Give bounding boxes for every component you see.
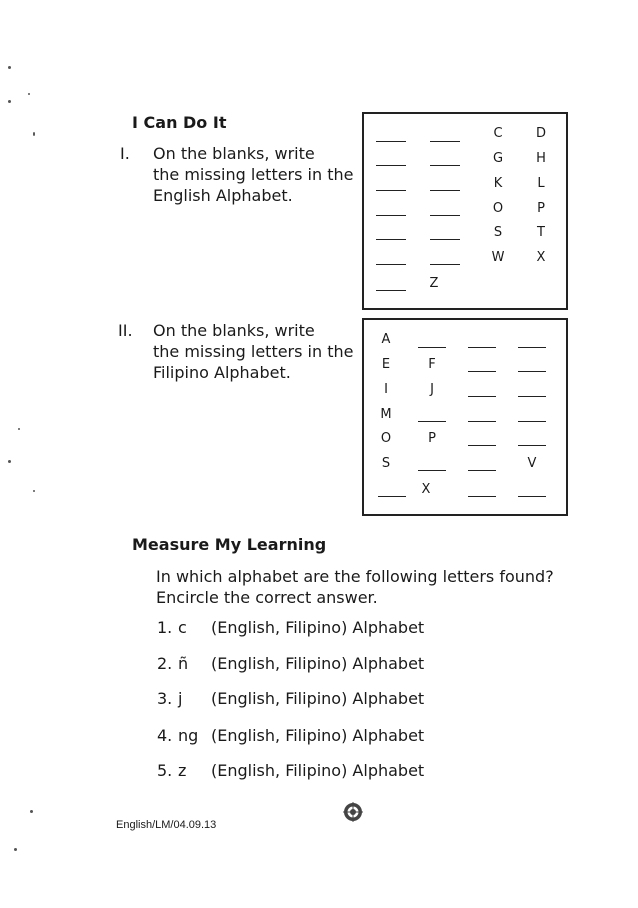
part-1-number: I. — [120, 144, 130, 163]
item-number: 2. — [157, 654, 173, 673]
scan-speck — [18, 428, 20, 430]
item-letter: ng — [178, 726, 199, 745]
filipino-letter: I — [384, 382, 388, 397]
english-letter: K — [493, 176, 503, 191]
item-number: 3. — [157, 689, 173, 708]
blank-line[interactable] — [430, 239, 460, 240]
english-letter: T — [537, 225, 545, 240]
blank-line[interactable] — [468, 496, 496, 497]
blank-line[interactable] — [376, 190, 406, 191]
blank-line[interactable] — [418, 347, 446, 348]
blank-line[interactable] — [430, 264, 460, 265]
part-1-line-3: English Alphabet. — [153, 186, 293, 205]
question-line-1: In which alphabet are the following letters found? — [156, 567, 554, 586]
blank-line[interactable] — [518, 421, 546, 422]
blank-line[interactable] — [418, 421, 446, 422]
english-letter: X — [536, 250, 546, 265]
part-1-line-2: the missing letters in the — [153, 165, 354, 184]
filipino-letter: X — [421, 482, 431, 497]
item-letter: j — [178, 689, 183, 708]
blank-line[interactable] — [518, 396, 546, 397]
blank-line[interactable] — [518, 496, 546, 497]
english-letter: C — [493, 126, 503, 141]
item-letter: ñ — [178, 654, 189, 673]
english-alphabet-box — [362, 112, 568, 310]
section-heading-measure-my-learning: Measure My Learning — [132, 535, 327, 554]
blank-line[interactable] — [468, 470, 496, 471]
filipino-letter: V — [527, 456, 537, 471]
filipino-letter: S — [381, 456, 391, 471]
part-1-instructions — [153, 143, 353, 206]
blank-line[interactable] — [518, 371, 546, 372]
item-letter: c — [178, 618, 187, 637]
blank-line[interactable] — [430, 190, 460, 191]
blank-line[interactable] — [468, 421, 496, 422]
section-heading-i-can-do-it: I Can Do It — [132, 113, 227, 132]
blank-line[interactable] — [468, 445, 496, 446]
item-number: 1. — [157, 618, 173, 637]
english-letter: L — [537, 176, 545, 191]
blank-line[interactable] — [378, 496, 406, 497]
scan-speck — [8, 100, 11, 103]
item-choice[interactable]: (English, Filipino) Alphabet — [211, 761, 425, 780]
blank-line[interactable] — [376, 165, 406, 166]
filipino-letter: A — [381, 332, 391, 347]
scan-speck — [30, 810, 33, 813]
blank-line[interactable] — [376, 141, 406, 142]
filipino-letter: O — [380, 431, 392, 446]
blank-line[interactable] — [430, 141, 460, 142]
item-choice[interactable]: (English, Filipino) Alphabet — [211, 726, 425, 745]
english-letter: G — [492, 151, 504, 166]
part-2-line-1: On the blanks, write — [153, 321, 315, 340]
blank-line[interactable] — [468, 347, 496, 348]
question-line-2: Encircle the correct answer. — [156, 588, 378, 607]
blank-line[interactable] — [376, 264, 406, 265]
blank-line[interactable] — [376, 239, 406, 240]
footer-code: English/LM/04.09.13 — [116, 819, 217, 831]
filipino-letter: E — [381, 357, 391, 372]
filipino-alphabet-box — [362, 318, 568, 516]
blank-line[interactable] — [430, 215, 460, 216]
part-2-line-2: the missing letters in the — [153, 342, 354, 361]
blank-line[interactable] — [518, 347, 546, 348]
item-choice[interactable]: (English, Filipino) Alphabet — [211, 689, 425, 708]
blank-line[interactable] — [376, 215, 406, 216]
blank-line[interactable] — [468, 371, 496, 372]
item-number: 5. — [157, 761, 173, 780]
part-2-line-3: Filipino Alphabet. — [153, 363, 291, 382]
item-choice[interactable]: (English, Filipino) Alphabet — [211, 654, 425, 673]
scan-speck — [8, 66, 11, 69]
english-letter: P — [537, 201, 545, 216]
scan-speck — [33, 132, 35, 136]
english-letter: W — [491, 250, 505, 265]
blank-line[interactable] — [418, 470, 446, 471]
item-choice[interactable]: (English, Filipino) Alphabet — [211, 618, 425, 637]
blank-line[interactable] — [468, 396, 496, 397]
scan-speck — [14, 848, 17, 851]
english-letter: H — [536, 151, 546, 166]
scan-speck — [28, 93, 30, 95]
blank-line[interactable] — [376, 290, 406, 291]
english-letter: D — [535, 126, 546, 141]
blank-line[interactable] — [518, 445, 546, 446]
scan-speck — [33, 490, 35, 492]
filipino-letter: F — [428, 357, 436, 372]
seal-icon — [342, 801, 364, 823]
question-text — [156, 566, 554, 608]
item-number: 4. — [157, 726, 173, 745]
filipino-letter: M — [380, 407, 392, 422]
blank-line[interactable] — [430, 165, 460, 166]
item-letter: z — [178, 761, 187, 780]
part-2-number: II. — [118, 321, 133, 340]
english-letter: O — [492, 201, 504, 216]
filipino-letter: J — [430, 382, 434, 397]
english-letter-z: Z — [429, 276, 439, 291]
part-1-line-1: On the blanks, write — [153, 144, 315, 163]
filipino-letter: P — [428, 431, 436, 446]
scan-speck — [8, 460, 11, 463]
part-2-instructions — [153, 320, 353, 383]
english-letter: S — [493, 225, 503, 240]
